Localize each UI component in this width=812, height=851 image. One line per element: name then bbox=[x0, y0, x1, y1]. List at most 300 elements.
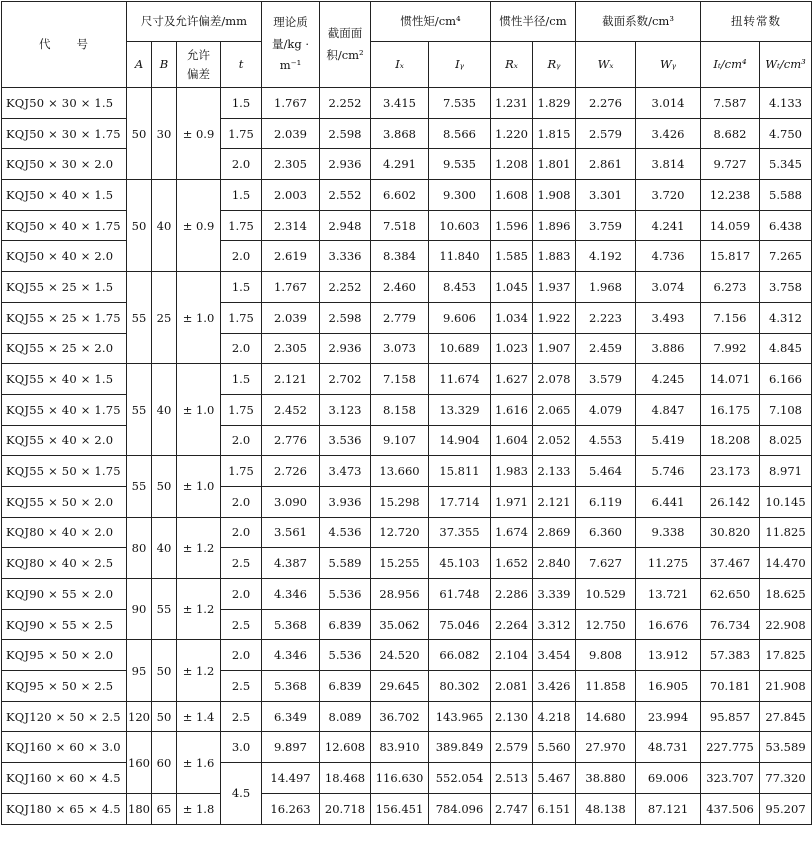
cell-Iy: 61.748 bbox=[429, 579, 491, 610]
cell-Wx: 9.808 bbox=[576, 640, 636, 671]
cell-mass: 2.314 bbox=[262, 210, 320, 241]
cell-tolerance: ± 1.6 bbox=[177, 732, 221, 793]
cell-Wx: 4.192 bbox=[576, 241, 636, 272]
cell-area: 2.552 bbox=[320, 180, 371, 211]
cell-It: 12.238 bbox=[701, 180, 760, 211]
cell-It: 7.156 bbox=[701, 302, 760, 333]
cell-Ix: 156.451 bbox=[371, 793, 429, 824]
cell-Rx: 2.747 bbox=[491, 793, 533, 824]
header-mass bbox=[262, 2, 320, 88]
cell-Wt: 8.025 bbox=[760, 425, 812, 456]
cell-code: KQJ180 × 65 × 4.5 bbox=[2, 793, 127, 824]
cell-Ix: 8.158 bbox=[371, 394, 429, 425]
header-radius: 惯性半径/cm bbox=[491, 2, 576, 42]
cell-A: 50 bbox=[127, 88, 152, 180]
cell-It: 437.506 bbox=[701, 793, 760, 824]
cell-code: KQJ55 × 50 × 2.0 bbox=[2, 486, 127, 517]
header-Ix-text: Iₓ bbox=[395, 57, 404, 72]
cell-Wt: 95.207 bbox=[760, 793, 812, 824]
cell-t: 2.0 bbox=[221, 241, 262, 272]
cell-Ry: 5.560 bbox=[533, 732, 576, 763]
header-It-text: Iₜ/cm⁴ bbox=[713, 57, 747, 72]
cell-area: 5.536 bbox=[320, 579, 371, 610]
cell-t: 3.0 bbox=[221, 732, 262, 763]
cell-Ix: 36.702 bbox=[371, 701, 429, 732]
cell-mass: 5.368 bbox=[262, 609, 320, 640]
cell-Ry: 3.312 bbox=[533, 609, 576, 640]
spec-table-wrapper bbox=[1, 1, 812, 825]
cell-Ix: 12.720 bbox=[371, 517, 429, 548]
cell-Wy: 4.847 bbox=[636, 394, 701, 425]
table-row bbox=[2, 732, 812, 763]
cell-Rx: 1.983 bbox=[491, 456, 533, 487]
cell-It: 9.727 bbox=[701, 149, 760, 180]
cell-t: 1.75 bbox=[221, 118, 262, 149]
cell-Wt: 5.588 bbox=[760, 180, 812, 211]
cell-Wx: 2.276 bbox=[576, 88, 636, 119]
cell-t: 2.0 bbox=[221, 517, 262, 548]
cell-tolerance: ± 1.8 bbox=[177, 793, 221, 824]
cell-area: 3.336 bbox=[320, 241, 371, 272]
cell-Iy: 9.606 bbox=[429, 302, 491, 333]
cell-mass: 9.897 bbox=[262, 732, 320, 763]
cell-It: 18.208 bbox=[701, 425, 760, 456]
cell-It: 14.059 bbox=[701, 210, 760, 241]
cell-code: KQJ120 × 50 × 2.5 bbox=[2, 701, 127, 732]
cell-A: 120 bbox=[127, 701, 152, 732]
cell-It: 26.142 bbox=[701, 486, 760, 517]
cell-Wy: 5.419 bbox=[636, 425, 701, 456]
cell-area: 2.252 bbox=[320, 272, 371, 303]
table-row bbox=[2, 364, 812, 395]
cell-Rx: 1.034 bbox=[491, 302, 533, 333]
cell-Wt: 4.312 bbox=[760, 302, 812, 333]
table-row bbox=[2, 486, 812, 517]
cell-Wx: 10.529 bbox=[576, 579, 636, 610]
header-Ry bbox=[533, 42, 576, 88]
cell-Rx: 2.081 bbox=[491, 671, 533, 702]
cell-t: 4.5 bbox=[221, 763, 262, 824]
cell-t: 2.5 bbox=[221, 609, 262, 640]
cell-Ry: 4.218 bbox=[533, 701, 576, 732]
header-tolerance-text: 允许偏差 bbox=[187, 48, 210, 81]
cell-t: 1.75 bbox=[221, 394, 262, 425]
cell-B: 50 bbox=[152, 701, 177, 732]
cell-mass: 1.767 bbox=[262, 88, 320, 119]
cell-Wx: 3.579 bbox=[576, 364, 636, 395]
cell-mass: 2.305 bbox=[262, 333, 320, 364]
table-row bbox=[2, 701, 812, 732]
cell-code: KQJ55 × 25 × 2.0 bbox=[2, 333, 127, 364]
cell-Wx: 2.861 bbox=[576, 149, 636, 180]
cell-Iy: 14.904 bbox=[429, 425, 491, 456]
cell-t: 1.75 bbox=[221, 210, 262, 241]
header-t-text: t bbox=[238, 57, 244, 72]
cell-Wt: 22.908 bbox=[760, 609, 812, 640]
table-row bbox=[2, 210, 812, 241]
cell-Rx: 1.971 bbox=[491, 486, 533, 517]
cell-code: KQJ50 × 30 × 1.75 bbox=[2, 118, 127, 149]
cell-code: KQJ50 × 30 × 1.5 bbox=[2, 88, 127, 119]
cell-Wy: 16.676 bbox=[636, 609, 701, 640]
cell-area: 8.089 bbox=[320, 701, 371, 732]
table-row bbox=[2, 763, 812, 794]
cell-Ry: 1.801 bbox=[533, 149, 576, 180]
cell-t: 1.75 bbox=[221, 302, 262, 333]
cell-Ix: 15.298 bbox=[371, 486, 429, 517]
cell-tolerance: ± 1.0 bbox=[177, 456, 221, 517]
cell-tolerance: ± 1.2 bbox=[177, 517, 221, 578]
cell-Iy: 389.849 bbox=[429, 732, 491, 763]
cell-t: 2.0 bbox=[221, 486, 262, 517]
cell-t: 2.5 bbox=[221, 548, 262, 579]
cell-tolerance: ± 1.4 bbox=[177, 701, 221, 732]
cell-mass: 4.387 bbox=[262, 548, 320, 579]
cell-It: 6.273 bbox=[701, 272, 760, 303]
header-t bbox=[221, 42, 262, 88]
table-body bbox=[2, 88, 812, 825]
cell-area: 2.936 bbox=[320, 149, 371, 180]
cell-Wy: 69.006 bbox=[636, 763, 701, 794]
cell-mass: 6.349 bbox=[262, 701, 320, 732]
header-Wx-text: Wₓ bbox=[597, 57, 614, 72]
table-header bbox=[2, 2, 812, 88]
cell-area: 3.536 bbox=[320, 425, 371, 456]
cell-Wx: 2.579 bbox=[576, 118, 636, 149]
cell-Rx: 2.286 bbox=[491, 579, 533, 610]
cell-Wx: 1.968 bbox=[576, 272, 636, 303]
header-area-text: 截面面积/cm² bbox=[326, 25, 364, 62]
cell-Ix: 4.291 bbox=[371, 149, 429, 180]
cell-Wt: 11.825 bbox=[760, 517, 812, 548]
cell-area: 5.536 bbox=[320, 640, 371, 671]
cell-It: 15.817 bbox=[701, 241, 760, 272]
cell-It: 7.587 bbox=[701, 88, 760, 119]
cell-Rx: 1.231 bbox=[491, 88, 533, 119]
cell-Rx: 1.585 bbox=[491, 241, 533, 272]
cell-B: 50 bbox=[152, 640, 177, 701]
cell-mass: 16.263 bbox=[262, 793, 320, 824]
cell-A: 95 bbox=[127, 640, 152, 701]
header-Iy-text: Iᵧ bbox=[455, 57, 464, 72]
cell-Iy: 552.054 bbox=[429, 763, 491, 794]
cell-It: 37.467 bbox=[701, 548, 760, 579]
cell-Wy: 16.905 bbox=[636, 671, 701, 702]
cell-Wy: 9.338 bbox=[636, 517, 701, 548]
cell-B: 40 bbox=[152, 517, 177, 578]
cell-Ix: 6.602 bbox=[371, 180, 429, 211]
cell-Wy: 13.721 bbox=[636, 579, 701, 610]
cell-B: 60 bbox=[152, 732, 177, 793]
cell-code: KQJ55 × 40 × 1.5 bbox=[2, 364, 127, 395]
cell-Iy: 15.811 bbox=[429, 456, 491, 487]
cell-tolerance: ± 1.0 bbox=[177, 272, 221, 364]
cell-Wy: 6.441 bbox=[636, 486, 701, 517]
cell-t: 2.0 bbox=[221, 149, 262, 180]
cell-Wy: 3.493 bbox=[636, 302, 701, 333]
cell-Wt: 7.265 bbox=[760, 241, 812, 272]
cell-area: 6.839 bbox=[320, 671, 371, 702]
cell-code: KQJ55 × 40 × 1.75 bbox=[2, 394, 127, 425]
cell-B: 30 bbox=[152, 88, 177, 180]
cell-Wy: 23.994 bbox=[636, 701, 701, 732]
cell-code: KQJ55 × 25 × 1.5 bbox=[2, 272, 127, 303]
cell-Ry: 2.133 bbox=[533, 456, 576, 487]
cell-Rx: 1.045 bbox=[491, 272, 533, 303]
cell-Wx: 7.627 bbox=[576, 548, 636, 579]
cell-mass: 14.497 bbox=[262, 763, 320, 794]
cell-mass: 2.305 bbox=[262, 149, 320, 180]
cell-code: KQJ90 × 55 × 2.0 bbox=[2, 579, 127, 610]
cell-Iy: 13.329 bbox=[429, 394, 491, 425]
header-modulus: 截面系数/cm³ bbox=[576, 2, 701, 42]
cell-B: 65 bbox=[152, 793, 177, 824]
cell-Wt: 17.825 bbox=[760, 640, 812, 671]
cell-area: 2.936 bbox=[320, 333, 371, 364]
cell-It: 16.175 bbox=[701, 394, 760, 425]
cell-Rx: 1.220 bbox=[491, 118, 533, 149]
table-row bbox=[2, 241, 812, 272]
cell-Ry: 1.907 bbox=[533, 333, 576, 364]
cell-area: 12.608 bbox=[320, 732, 371, 763]
cell-mass: 3.561 bbox=[262, 517, 320, 548]
cell-Wx: 12.750 bbox=[576, 609, 636, 640]
table-row bbox=[2, 180, 812, 211]
cell-Wt: 5.345 bbox=[760, 149, 812, 180]
cell-Iy: 37.355 bbox=[429, 517, 491, 548]
cell-Iy: 9.535 bbox=[429, 149, 491, 180]
cell-Wx: 3.759 bbox=[576, 210, 636, 241]
cell-B: 50 bbox=[152, 456, 177, 517]
cell-Ix: 3.073 bbox=[371, 333, 429, 364]
cell-code: KQJ95 × 50 × 2.5 bbox=[2, 671, 127, 702]
cell-A: 80 bbox=[127, 517, 152, 578]
cell-tolerance: ± 1.2 bbox=[177, 579, 221, 640]
cell-It: 227.775 bbox=[701, 732, 760, 763]
table-row bbox=[2, 118, 812, 149]
cell-mass: 3.090 bbox=[262, 486, 320, 517]
cell-Ry: 1.815 bbox=[533, 118, 576, 149]
cell-A: 50 bbox=[127, 180, 152, 272]
cell-code: KQJ160 × 60 × 3.0 bbox=[2, 732, 127, 763]
cell-Ry: 1.883 bbox=[533, 241, 576, 272]
cell-Ry: 2.840 bbox=[533, 548, 576, 579]
cell-Wy: 11.275 bbox=[636, 548, 701, 579]
cell-Iy: 11.674 bbox=[429, 364, 491, 395]
header-Wy bbox=[636, 42, 701, 88]
cell-Ry: 2.052 bbox=[533, 425, 576, 456]
cell-area: 2.598 bbox=[320, 118, 371, 149]
header-B bbox=[152, 42, 177, 88]
cell-Rx: 1.616 bbox=[491, 394, 533, 425]
header-Wt-text: Wₜ/cm³ bbox=[765, 57, 806, 72]
cell-Iy: 10.603 bbox=[429, 210, 491, 241]
cell-area: 2.252 bbox=[320, 88, 371, 119]
cell-tolerance: ± 0.9 bbox=[177, 180, 221, 272]
table-row bbox=[2, 793, 812, 824]
cell-Rx: 1.596 bbox=[491, 210, 533, 241]
cell-A: 180 bbox=[127, 793, 152, 824]
cell-area: 5.589 bbox=[320, 548, 371, 579]
cell-t: 1.5 bbox=[221, 364, 262, 395]
cell-B: 25 bbox=[152, 272, 177, 364]
cell-mass: 5.368 bbox=[262, 671, 320, 702]
cell-Ry: 1.922 bbox=[533, 302, 576, 333]
cell-Ry: 2.078 bbox=[533, 364, 576, 395]
cell-Wt: 4.133 bbox=[760, 88, 812, 119]
cell-Wt: 7.108 bbox=[760, 394, 812, 425]
cell-Wx: 38.880 bbox=[576, 763, 636, 794]
cell-Ry: 2.065 bbox=[533, 394, 576, 425]
cell-area: 3.123 bbox=[320, 394, 371, 425]
table-row bbox=[2, 149, 812, 180]
cell-Iy: 17.714 bbox=[429, 486, 491, 517]
table-row bbox=[2, 88, 812, 119]
cell-Wy: 4.245 bbox=[636, 364, 701, 395]
cell-Wx: 27.970 bbox=[576, 732, 636, 763]
cell-It: 57.383 bbox=[701, 640, 760, 671]
cell-mass: 2.619 bbox=[262, 241, 320, 272]
cell-Iy: 66.082 bbox=[429, 640, 491, 671]
cell-Wt: 3.758 bbox=[760, 272, 812, 303]
cell-Wt: 4.845 bbox=[760, 333, 812, 364]
header-code: 代 号 bbox=[2, 2, 127, 88]
header-Wy-text: Wᵧ bbox=[659, 57, 677, 72]
cell-Ix: 3.415 bbox=[371, 88, 429, 119]
cell-Wx: 4.553 bbox=[576, 425, 636, 456]
header-Ix bbox=[371, 42, 429, 88]
cell-Ry: 5.467 bbox=[533, 763, 576, 794]
cell-Iy: 143.965 bbox=[429, 701, 491, 732]
header-Iy bbox=[429, 42, 491, 88]
cell-Wy: 3.814 bbox=[636, 149, 701, 180]
cell-Wt: 6.438 bbox=[760, 210, 812, 241]
cell-t: 1.5 bbox=[221, 272, 262, 303]
table-row bbox=[2, 640, 812, 671]
cell-Ix: 3.868 bbox=[371, 118, 429, 149]
cell-Iy: 8.566 bbox=[429, 118, 491, 149]
cell-Iy: 45.103 bbox=[429, 548, 491, 579]
table-row bbox=[2, 517, 812, 548]
cell-Wx: 5.464 bbox=[576, 456, 636, 487]
cell-mass: 2.003 bbox=[262, 180, 320, 211]
cell-Iy: 80.302 bbox=[429, 671, 491, 702]
cell-Wy: 3.886 bbox=[636, 333, 701, 364]
cell-Ry: 1.937 bbox=[533, 272, 576, 303]
cell-code: KQJ160 × 60 × 4.5 bbox=[2, 763, 127, 794]
table-row bbox=[2, 302, 812, 333]
cell-t: 1.5 bbox=[221, 180, 262, 211]
header-inertia: 惯性矩/cm⁴ bbox=[371, 2, 491, 42]
cell-Ry: 6.151 bbox=[533, 793, 576, 824]
cell-t: 2.0 bbox=[221, 333, 262, 364]
cell-It: 323.707 bbox=[701, 763, 760, 794]
cell-code: KQJ55 × 25 × 1.75 bbox=[2, 302, 127, 333]
cell-Ix: 83.910 bbox=[371, 732, 429, 763]
cell-code: KQJ50 × 40 × 1.75 bbox=[2, 210, 127, 241]
cell-Rx: 2.104 bbox=[491, 640, 533, 671]
cell-Iy: 11.840 bbox=[429, 241, 491, 272]
cell-Ix: 9.107 bbox=[371, 425, 429, 456]
cell-Ix: 2.779 bbox=[371, 302, 429, 333]
hollow-section-spec-table bbox=[1, 1, 812, 825]
cell-Wx: 48.138 bbox=[576, 793, 636, 824]
header-area bbox=[320, 2, 371, 88]
cell-mass: 1.767 bbox=[262, 272, 320, 303]
cell-A: 55 bbox=[127, 272, 152, 364]
cell-Rx: 2.579 bbox=[491, 732, 533, 763]
cell-t: 1.75 bbox=[221, 456, 262, 487]
cell-mass: 2.452 bbox=[262, 394, 320, 425]
cell-code: KQJ80 × 40 × 2.0 bbox=[2, 517, 127, 548]
cell-mass: 2.039 bbox=[262, 302, 320, 333]
header-A-text: A bbox=[134, 57, 144, 72]
cell-Wy: 87.121 bbox=[636, 793, 701, 824]
cell-Wx: 14.680 bbox=[576, 701, 636, 732]
cell-Wt: 21.908 bbox=[760, 671, 812, 702]
cell-Rx: 2.264 bbox=[491, 609, 533, 640]
header-Wx bbox=[576, 42, 636, 88]
header-size-tolerance: 尺寸及允许偏差/mm bbox=[127, 2, 262, 42]
header-B-text: B bbox=[159, 57, 169, 72]
cell-Wy: 13.912 bbox=[636, 640, 701, 671]
cell-t: 2.5 bbox=[221, 671, 262, 702]
cell-area: 2.702 bbox=[320, 364, 371, 395]
cell-Rx: 1.608 bbox=[491, 180, 533, 211]
cell-Ry: 3.426 bbox=[533, 671, 576, 702]
cell-Ry: 3.339 bbox=[533, 579, 576, 610]
table-row bbox=[2, 272, 812, 303]
cell-Ry: 1.896 bbox=[533, 210, 576, 241]
cell-Ry: 1.908 bbox=[533, 180, 576, 211]
cell-Rx: 2.513 bbox=[491, 763, 533, 794]
cell-Ix: 24.520 bbox=[371, 640, 429, 671]
cell-Ix: 8.384 bbox=[371, 241, 429, 272]
cell-Ix: 13.660 bbox=[371, 456, 429, 487]
cell-mass: 2.039 bbox=[262, 118, 320, 149]
cell-t: 2.5 bbox=[221, 701, 262, 732]
cell-Wy: 3.014 bbox=[636, 88, 701, 119]
cell-Ry: 2.121 bbox=[533, 486, 576, 517]
cell-mass: 2.726 bbox=[262, 456, 320, 487]
table-row bbox=[2, 425, 812, 456]
cell-area: 18.468 bbox=[320, 763, 371, 794]
cell-It: 62.650 bbox=[701, 579, 760, 610]
header-Rx-text: Rₓ bbox=[505, 57, 518, 72]
cell-area: 20.718 bbox=[320, 793, 371, 824]
table-row bbox=[2, 579, 812, 610]
cell-Rx: 1.652 bbox=[491, 548, 533, 579]
cell-Wx: 11.858 bbox=[576, 671, 636, 702]
cell-code: KQJ50 × 30 × 2.0 bbox=[2, 149, 127, 180]
cell-It: 8.682 bbox=[701, 118, 760, 149]
cell-B: 40 bbox=[152, 180, 177, 272]
cell-It: 70.181 bbox=[701, 671, 760, 702]
cell-Wt: 6.166 bbox=[760, 364, 812, 395]
cell-Rx: 1.604 bbox=[491, 425, 533, 456]
cell-Wy: 4.736 bbox=[636, 241, 701, 272]
cell-Ix: 35.062 bbox=[371, 609, 429, 640]
cell-B: 40 bbox=[152, 364, 177, 456]
cell-Wt: 27.845 bbox=[760, 701, 812, 732]
cell-Ix: 29.645 bbox=[371, 671, 429, 702]
header-Ry-text: Rᵧ bbox=[547, 57, 561, 72]
cell-mass: 2.776 bbox=[262, 425, 320, 456]
cell-Wx: 6.360 bbox=[576, 517, 636, 548]
cell-Wt: 14.470 bbox=[760, 548, 812, 579]
cell-area: 6.839 bbox=[320, 609, 371, 640]
cell-mass: 2.121 bbox=[262, 364, 320, 395]
